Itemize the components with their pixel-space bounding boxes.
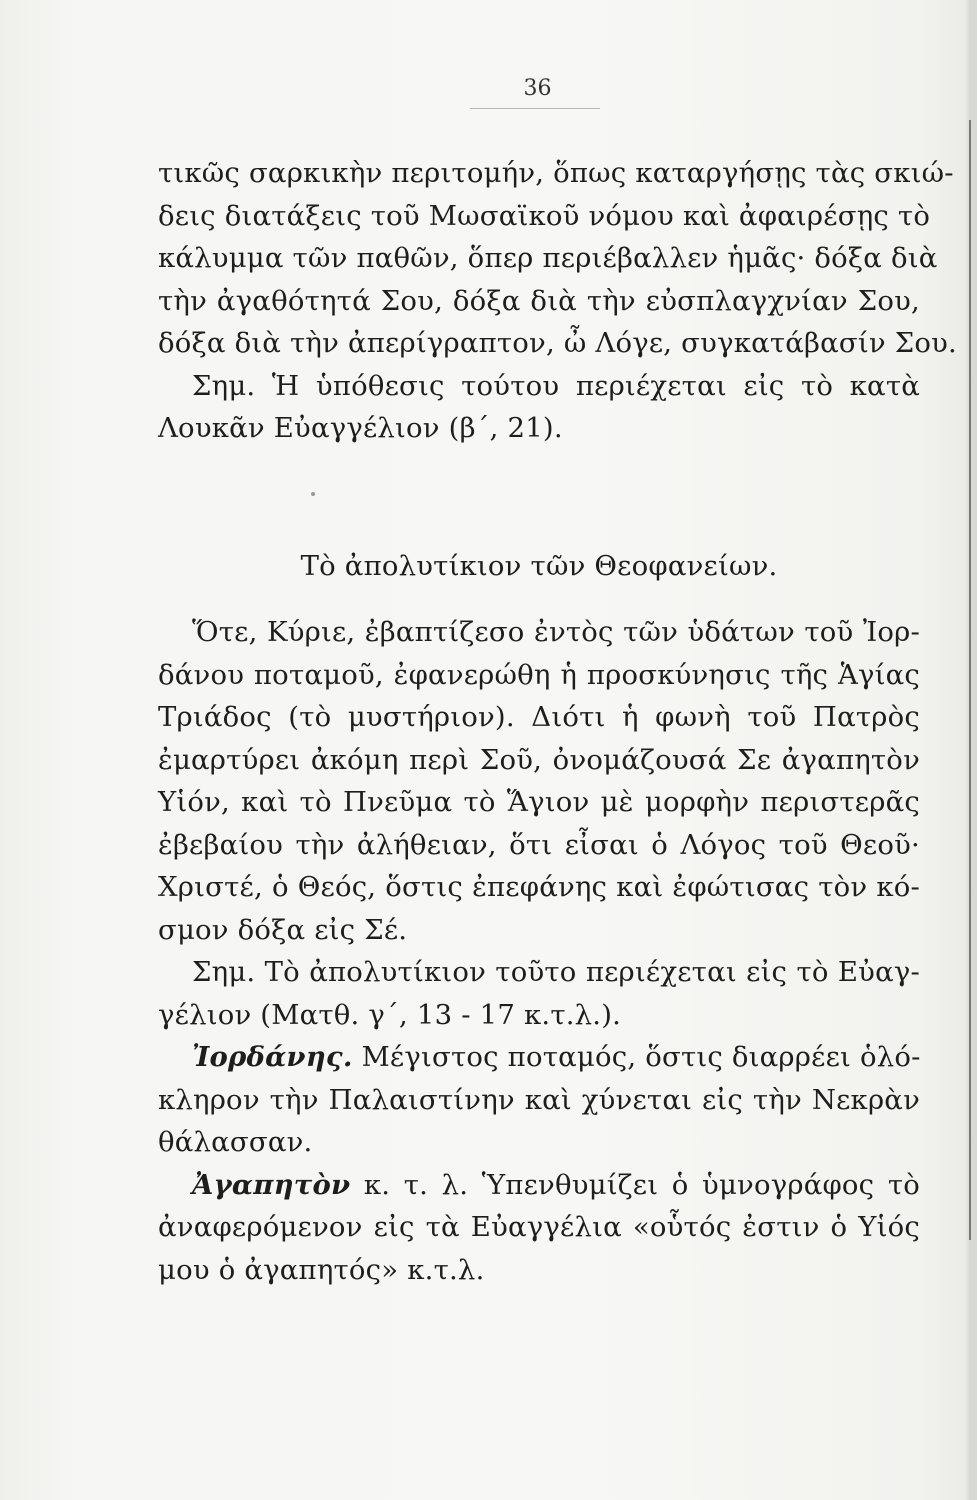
note-line: Λουκᾶν Εὐαγγέλιον (β΄, 21). bbox=[158, 412, 563, 444]
gloss-text: κ. τ. λ. Ὑπενθυμίζει ὁ ὑμνογράφος τὸ bbox=[363, 1168, 920, 1201]
page-text bbox=[158, 152, 957, 1291]
text-line: ἐβεβαίου τὴν ἀλήθειαν, ὅτι εἶσαι ὁ Λόγος τοῦ Θεοῦ· bbox=[158, 828, 920, 861]
text-line: Υἱόν, καὶ τὸ Πνεῦμα τὸ Ἅγιον μὲ μορφὴν περιστερᾶς bbox=[158, 786, 920, 818]
gloss-line: θάλασσαν. bbox=[158, 1126, 313, 1158]
note-line: γέλιον (Ματθ. γ΄, 13 - 17 κ.τ.λ.). bbox=[158, 998, 622, 1031]
text-line: Ὅτε, Κύριε, ἐβαπτίζεσο ἐντὸς τῶν ὑδάτων τοῦ Ἰορ- bbox=[192, 616, 920, 648]
gloss-term: Ἰορδάνης. bbox=[192, 1041, 353, 1073]
page-binding-line bbox=[969, 120, 971, 1240]
text-line: Χριστέ, ὁ Θεός, ὅστις ἐπεφάνης καὶ ἐφώτισας τὸν κό- bbox=[158, 871, 920, 903]
page-number: 36 bbox=[523, 76, 552, 101]
section-heading: Τὸ ἀπολυτίκιον τῶν Θεοφανείων. bbox=[300, 549, 778, 582]
text-line: δάνου ποταμοῦ, ἐφανερώθη ἡ προσκύνησις τῆς Ἁγίας bbox=[158, 658, 920, 691]
gloss-term: Ἀγαπητὸν bbox=[192, 1168, 351, 1201]
text-line: τικῶς σαρκικὴν περιτομήν, ὅπως καταργήσῃς τὰς σκιώ- bbox=[158, 157, 954, 189]
text-line: Τριάδος (τὸ μυστήριον). Διότι ἡ φωνὴ τοῦ Πατρὸς bbox=[158, 701, 920, 733]
text-line: σμον δόξα εἰς Σέ. bbox=[158, 913, 408, 946]
text-line: τὴν ἀγαθότητά Σου, δόξα διὰ τὴν εὐσπλαγχνίαν Σου, bbox=[158, 284, 920, 317]
gloss-line: κληρον τὴν Παλαιστίνην καὶ χύνεται εἰς τὴν Νεκρὰν bbox=[158, 1083, 920, 1116]
header-rule bbox=[470, 108, 600, 109]
gloss-line bbox=[158, 1164, 920, 1207]
text-line: δεις διατάξεις τοῦ Μωσαϊκοῦ νόμου καὶ ἀφαιρέσῃς τὸ bbox=[158, 199, 931, 232]
text-line: κάλυμμα τῶν παθῶν, ὅπερ περιέβαλλεν ἡμᾶς· δόξα διὰ bbox=[158, 242, 938, 274]
gloss-text: Μέγιστος ποταμός, ὅστις διαρρέει ὁλό- bbox=[361, 1041, 921, 1073]
note-line: Σημ. Ἡ ὑπόθεσις τούτου περιέχεται εἰς τὸ κατὰ bbox=[192, 369, 920, 402]
gloss-line bbox=[158, 1036, 920, 1079]
text-line: ἐμαρτύρει ἀκόμη περὶ Σοῦ, ὀνομάζουσά Σε ἀγαπητὸν bbox=[158, 743, 920, 776]
note-line: Σημ. Τὸ ἀπολυτίκιον τοῦτο περιέχεται εἰς τὸ Εὐαγ- bbox=[192, 956, 920, 988]
page-edge-shadow bbox=[965, 0, 977, 1500]
gloss-line: μου ὁ ἀγαπητός» κ.τ.λ. bbox=[158, 1253, 485, 1286]
gloss-line: ἀναφερόμενον εἰς τὰ Εὐαγγέλια «οὗτός ἐστιν ὁ Υἱός bbox=[158, 1211, 920, 1243]
text-line: δόξα διὰ τὴν ἀπερίγραπτον, ὦ Λόγε, συγκατάβασίν Σου. bbox=[158, 327, 957, 359]
